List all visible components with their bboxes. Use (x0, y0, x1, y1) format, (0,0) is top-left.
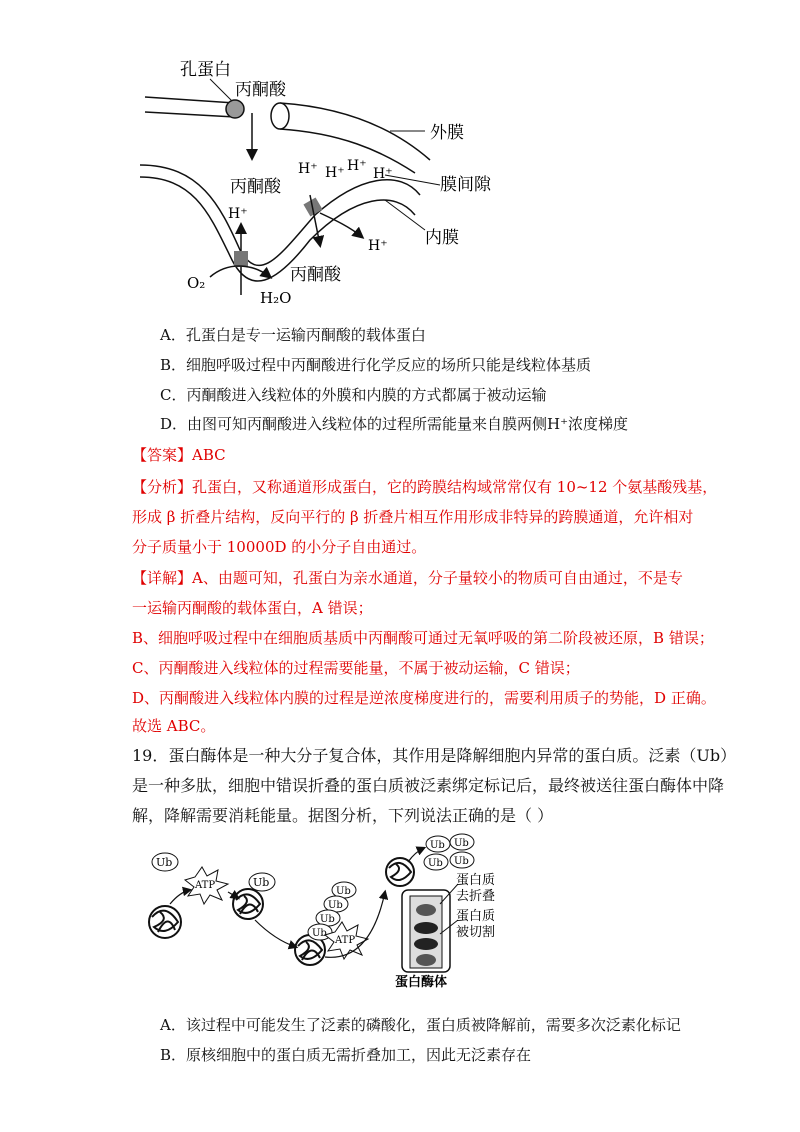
svg-text:Ub: Ub (336, 886, 351, 897)
ub-tag-9 (424, 854, 448, 870)
atp-synthase-block (234, 251, 248, 267)
outer-membrane-cut (271, 103, 289, 129)
q18-detail-6: 故选 ABC。 (132, 717, 216, 735)
inner-membrane-label: 内膜 (425, 228, 459, 248)
arrow-3 (255, 920, 296, 947)
svg-text:Ub: Ub (156, 856, 173, 869)
atp-burst-1 (185, 867, 228, 904)
q19-stem-1: 19．蛋白酶体是一种大分子复合体，其作用是降解细胞内异常的蛋白质。泛素（Ub） (132, 746, 737, 765)
intermembrane-label: 膜间隙 (440, 175, 491, 195)
q18-analysis-1: 【分析】孔蛋白，又称通道形成蛋白，它的跨膜结构域常常仅有 10~12 个氨基酸残基， (132, 478, 718, 496)
o2-label: O₂ (187, 274, 206, 292)
ub-tag-7 (426, 836, 450, 852)
misfolded-protein-1 (149, 906, 181, 938)
h-plus-4: H⁺ (373, 166, 393, 182)
outer-membrane-left-inner (145, 112, 235, 117)
q18-detail-2: 一运输丙酮酸的载体蛋白，A 错误； (132, 599, 373, 617)
misfolded-protein-4 (386, 858, 414, 886)
atp-burst-2 (325, 922, 368, 959)
ubiquitin-proteasome-figure (140, 832, 540, 992)
svg-text:ATP: ATP (195, 880, 216, 891)
h-plus-5: H⁺ (228, 206, 248, 222)
pyruvate-top-label: 丙酮酸 (235, 80, 286, 100)
ub-tag-8 (450, 834, 474, 850)
svg-text:Ub: Ub (428, 858, 443, 869)
mitochondria-membrane-figure (140, 55, 520, 310)
h2o-label: H₂O (260, 289, 292, 307)
unfold-label-1: 蛋白质 (456, 873, 496, 888)
pyruvate-bottom-label: 丙酮酸 (290, 265, 341, 285)
porin-label: 孔蛋白 (180, 60, 231, 80)
q18-answer: 【答案】ABC (132, 446, 226, 464)
proteasome-label: 蛋白酶体 (395, 975, 448, 990)
porin-circle (226, 100, 244, 118)
svg-text:Ub: Ub (320, 914, 335, 925)
q18-analysis-2: 形成 β 折叠片结构，反向平行的 β 折叠片相互作用形成非特异的跨膜通道，允许相对 (132, 508, 694, 526)
q18-detail-5: D、丙酮酸进入线粒体内膜的过程是逆浓度梯度进行的，需要利用质子的势能，D 正确。 (132, 689, 716, 707)
q18-detail-1: 【详解】A、由题可知，孔蛋白为亲水通道，分子量较小的物质可自由通过，不是专 (132, 569, 683, 587)
q18-detail-3: B、细胞呼吸过程中在细胞质基质中丙酮酸可通过无氧呼吸的第二阶段被还原，B 错误； (132, 629, 714, 647)
pyruvate-mid-label: 丙酮酸 (230, 177, 281, 197)
svg-text:Ub: Ub (312, 928, 327, 939)
arrow-5 (408, 848, 424, 862)
h-plus-1: H⁺ (298, 161, 318, 177)
h-plus-6: H⁺ (368, 238, 388, 254)
misfolded-protein-2 (233, 889, 263, 919)
q18-detail-4: C、丙酮酸进入线粒体的过程需要能量，不属于被动运输，C 错误； (132, 659, 580, 677)
q18-option-b: B．细胞呼吸过程中丙酮酸进行化学反应的场所只能是线粒体基质 (160, 356, 592, 374)
proteasome (402, 890, 450, 972)
q18-analysis-3: 分子质量小于 10000D 的小分子自由通过。 (132, 538, 427, 556)
svg-text:Ub: Ub (430, 840, 445, 851)
svg-text:Ub: Ub (454, 838, 469, 849)
porin-pointer (210, 79, 232, 101)
label-line-inner (385, 200, 425, 230)
arrow-1 (170, 890, 190, 904)
svg-text:Ub: Ub (454, 856, 469, 867)
outer-membrane-left (145, 97, 235, 103)
q19-option-b: B．原核细胞中的蛋白质无需折叠加工，因此无泛素存在 (160, 1046, 532, 1064)
ub-tag-2 (249, 873, 275, 891)
cut-label-1: 蛋白质 (456, 909, 496, 924)
q18-option-a: A．孔蛋白是专一运输丙酮酸的载体蛋白 (160, 326, 426, 344)
q19-option-a: A．该过程中可能发生了泛素的磷酸化，蛋白质被降解前，需要多次泛素化标记 (160, 1016, 681, 1034)
h-plus-3: H⁺ (347, 158, 367, 174)
q19-stem-3: 解，降解需要消耗能量。据图分析，下列说法正确的是（ ） (132, 806, 554, 825)
svg-text:ATP: ATP (335, 935, 356, 946)
ub-tag-1 (152, 853, 178, 871)
ub-tag-10 (450, 852, 474, 868)
q18-option-c: C．丙酮酸进入线粒体的外膜和内膜的方式都属于被动运输 (160, 386, 547, 404)
outer-membrane-label: 外膜 (430, 123, 464, 143)
unfold-label-2: 去折叠 (456, 889, 496, 904)
svg-text:Ub: Ub (253, 876, 270, 889)
h-plus-2: H⁺ (325, 165, 345, 181)
cut-label-2: 被切割 (456, 925, 496, 940)
q19-stem-2: 是一种多肽，细胞中错误折叠的蛋白质被泛素绑定标记后，最终被送往蛋白酶体中降 (132, 776, 725, 795)
q18-option-d: D．由图可知丙酮酸进入线粒体的过程所需能量来自膜两侧H⁺浓度梯度 (160, 415, 629, 433)
svg-text:Ub: Ub (328, 900, 343, 911)
